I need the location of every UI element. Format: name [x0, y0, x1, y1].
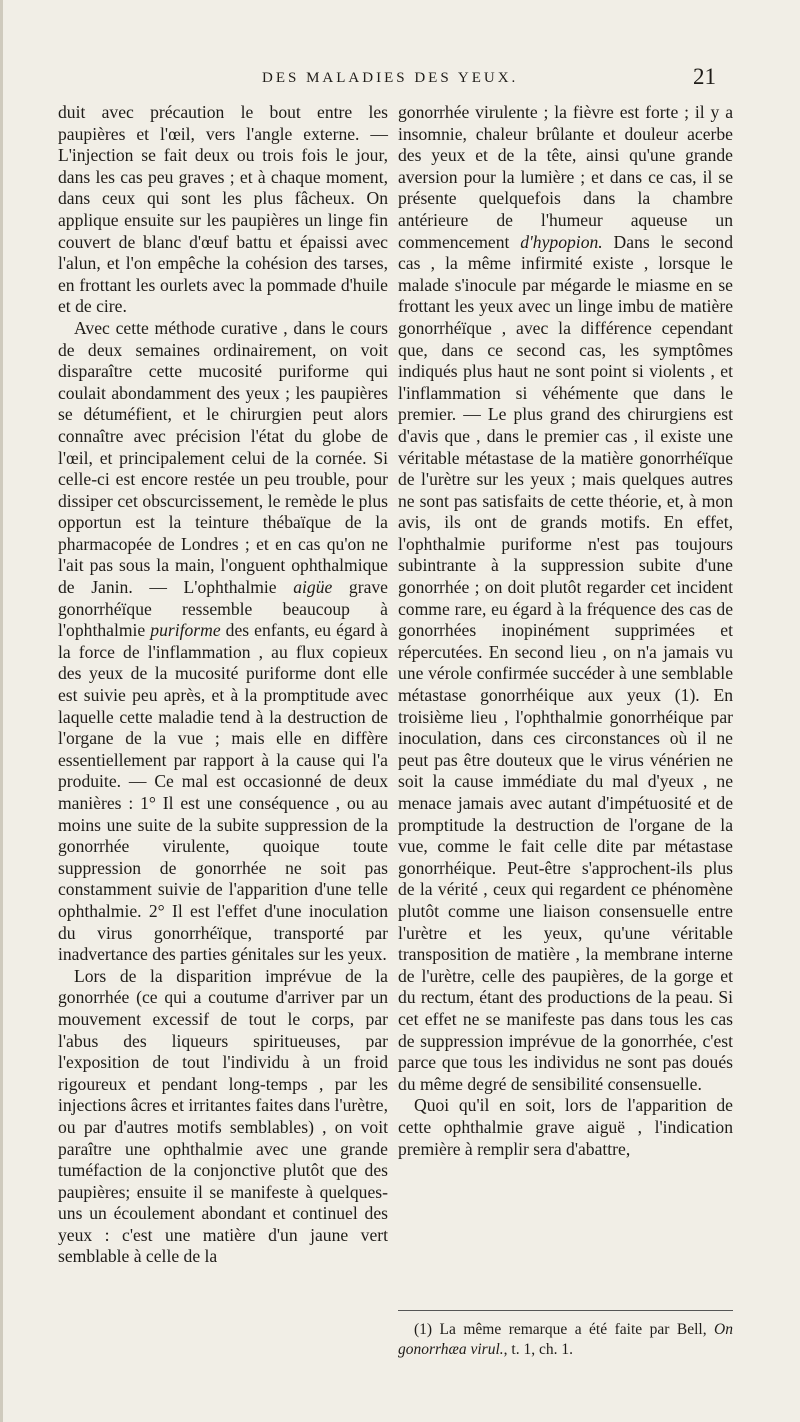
paragraph: gonorrhée virulente ; la fièvre est forte ; il y a insomnie, chaleur brûlante et douleur acerbe des yeux et de la tête, ainsi qu'une grande aversion pour la lumière ; et dans ce cas, il se présente quelquefois dans la chambre antérieure de l'humeur aqueuse un commencement d'hypopion. Dans le second cas , la même infirmité existe , lorsque le malade s'inocule par mégarde le miasme en se frottant les yeux avec un linge imbu de matière gonorrhéïque , avec la différence cependant que, dans ce second cas, les symptômes indiqués plus haut ne sont point si violents , et l'inflammation si véhémente que dans le premier. — Le plus grand des chirurgiens est d'avis que , dans le premier cas , il existe une véritable métastase de la matière gonorrhéïque de l'urètre sur les yeux ; mais quelques autres ne sont pas satisfaits de cette théorie, et, à mon avis, ils ont de grands motifs. En effet, l'ophthalmie puriforme n'est pas toujours subintrante à la suppression subite d'une gonorrhée ; on doit plutôt regarder cet incident comme rare, eu égard à la fréquence des cas de gonorrhées inopinément supprimées et répercutées. En second lieu , on n'a jamais vu une vérole confirmée succéder à une semblable métastase gonorrhéique aux yeux (1). En troisième lieu , l'ophthalmie gonorrhéique par inoculation, dans ces circonstances où il ne peut pas être douteux que le virus vénérien ne soit la cause immédiate du mal d'yeux , ne menace jamais avec autant d'impétuosité et de promptitude la destruction de l'organe de la vue, comme le fait celle dite par métastase gonorrhéique. Peut-être s'approchent-ils plus de la vérité , ceux qui regardent ce phénomène plutôt comme une liaison consensuelle entre l'urètre et les yeux, qu'une véritable transposition de matière , la membrane interne de l'urètre, celle des paupières, de la gorge et du rectum, étant des productions de la peau. Si cet effet ne se manifeste pas dans tous les cas de suppression imprévue de la gonorrhée, c'est parce que tous les individus ne sont pas doués du même degré de sensibilité consensuelle. [398, 102, 733, 1094]
footnote [398, 1320, 733, 1360]
paragraph: Avec cette méthode curative , dans le cours de deux semaines ordinairement, on voit disparaître cette mucosité puriforme qui coulait abondamment des yeux ; les paupières se détuméfient, et le chirurgien peut alors connaître avec précision l'état du globe de l'œil, et principalement celui de la cornée. Si celle-ci est encore restée un peu trouble, pour dissiper cet obscurcissement, le remède le plus opportun est la teinture thébaïque de la pharmacopée de Londres ; et en cas qu'on ne l'ait pas sous la main, l'onguent ophthalmique de Janin. — L'ophthalmie aigüe grave gonorrhéïque ressemble beaucoup à l'ophthalmie puriforme des enfants, eu égard à la force de l'inflammation , au flux copieux des yeux de la mucosité puriforme dont elle est suivie peu après, et à la promptitude avec laquelle cette maladie tend à la destruction de l'organe de la vue ; mais elle en diffère essentiellement par rapport à la cause qui l'a produite. — Ce mal est occasionné de deux manières : 1° Il est une conséquence , ou au moins une suite de la subite suppression de la gonorrhée virulente, quoique toute suppression de gonorrhée ne soit pas constamment suivie de l'apparition d'une telle ophthalmie. 2° Il est l'effet d'une inoculation du virus gonorrhéïque, transporté par inadvertance des parties génitales sur les yeux. [58, 317, 388, 965]
page-edge [0, 0, 3, 1422]
left-column [58, 102, 388, 1268]
footnote-rule [398, 1310, 733, 1311]
running-title: DES MALADIES DES YEUX. [262, 70, 519, 86]
footnote-text: (1) La même remarque a été faite par Bell, On gonorrhæa virul., t. 1, ch. 1. [398, 1321, 733, 1358]
paragraph: Quoi qu'il en soit, lors de l'apparition de cette ophthalmie grave aiguë , l'indication première à remplir sera d'abattre, [398, 1095, 733, 1159]
paragraph: duit avec précaution le bout entre les paupières et l'œil, vers l'angle externe. — L'injection se fait deux ou trois fois le jour, dans les cas peu graves ; et à chaque moment, dans ceux qui sont les plus fâcheux. On applique ensuite sur les paupières un linge fin couvert de blanc d'œuf battu et épaissi avec l'alun, et l'on empêche la cohésion des tarses, en frottant les ourlets avec la pommade d'huile et de cire. [58, 102, 388, 317]
page-number: 21 [693, 64, 716, 89]
paragraph: Lors de la disparition imprévue de la gonorrhée (ce qui a coutume d'arriver par un mouvement excessif de tout le corps, par l'abus des liqueurs spiritueuses, par l'exposition de tout l'individu à un froid rigoureux et pendant long-temps , par les injections âcres et irritantes faites dans l'urètre, ou par d'autres motifs semblables) , on voit paraître une ophthalmie avec une grande tuméfaction de la conjonctive plutôt que des paupières; ensuite il se manifeste à quelques-uns un écoulement abondant et continuel des yeux : c'est une matière d'un jaune vert semblable à celle de la [58, 965, 388, 1267]
right-column [398, 102, 733, 1160]
